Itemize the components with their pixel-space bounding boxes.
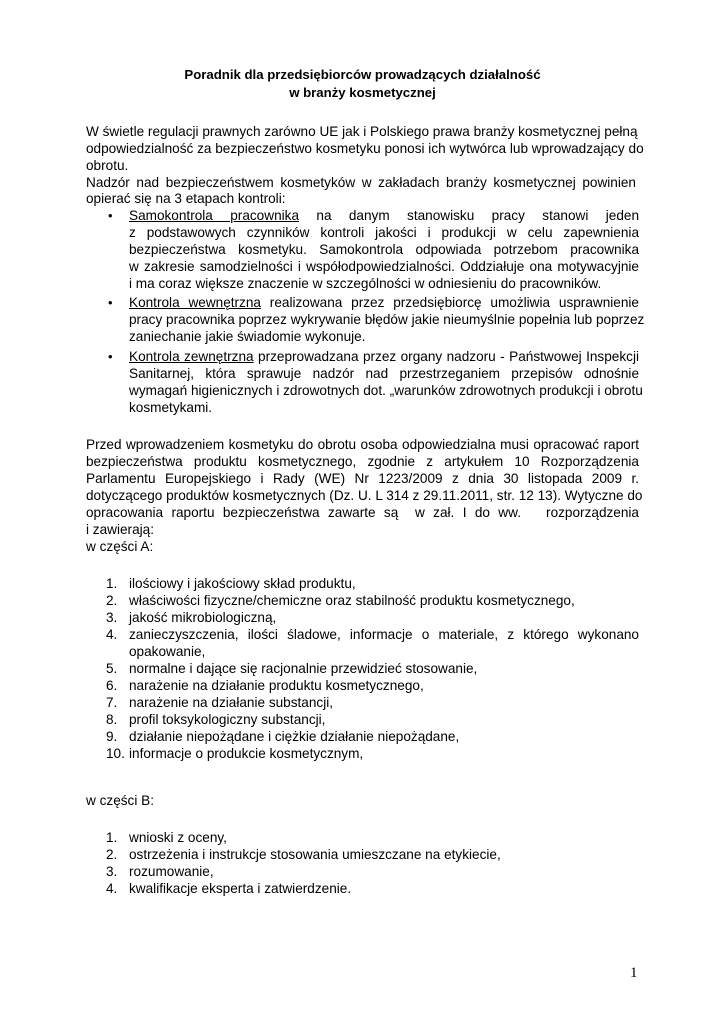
p3-line-5: opracowania raportu bezpieczeństwa zawarte są w zał. I do ww. rozporządzenia — [86, 505, 639, 520]
list-b-item-1: wnioski z oceny, — [129, 830, 227, 845]
list-a-number-6: 6. — [106, 678, 118, 693]
bullet-1-line-3: bezpieczeństwa kosmetyku. Samokontrola odpowiada potrzebom pracownika — [129, 242, 639, 257]
p3-line-4: dotyczącego produktów kosmetycznych (Dz. U. L 314 z 29.11.2011, str. 12 13). Wytyczne do — [86, 488, 643, 503]
list-a-number-1: 1. — [106, 576, 118, 591]
list-a-item-4: zanieczyszczenia, ilości śladowe, informacje o materiale, z którego wykonano — [129, 627, 639, 642]
intro-p2-line-1: Nadzór nad bezpieczeństwem kosmetyków w zakładach branży kosmetycznej powinien — [86, 175, 636, 190]
bullet-3-line-3: wymagań higienicznych i zdrowotnych dot. „warunków zdrowotnych produkcji i obrotu — [129, 383, 643, 398]
list-a-number-10: 10. — [106, 746, 125, 761]
bullet-3-line-1 — [129, 348, 639, 365]
list-a-item-10: informacje o produkcie kosmetycznym, — [129, 746, 364, 761]
bullet-3-first-rest: przeprowadzana przez organy nadzoru - Państwowej Inspekcji — [253, 349, 639, 364]
list-b-number-1: 1. — [106, 830, 118, 845]
document-title-line-2: w branży kosmetycznej — [289, 85, 436, 100]
list-a-number-8: 8. — [106, 712, 118, 727]
list-b-number-4: 4. — [106, 881, 118, 896]
list-a-number-9: 9. — [106, 729, 118, 744]
bullet-2-line-2: pracy pracownika poprzez wykrywanie błędów jakie nieumyślnie popełnia lub poprzez — [129, 312, 645, 327]
bullet-3-term: Kontrola zewnętrzna — [129, 349, 254, 364]
list-a-item-2: właściwości fizyczne/chemiczne oraz stabilność produktu kosmetycznego, — [129, 593, 575, 608]
bullet-1-first-rest: na danym stanowisku pracy stanowi jeden — [299, 208, 639, 223]
intro-p2-line-2: opierać się na 3 etapach kontroli: — [86, 191, 286, 206]
list-a-number-2: 2. — [106, 593, 118, 608]
bullet-2-first-rest: realizowana przez przedsiębiorcę umożliwia usprawnienie — [260, 295, 639, 310]
list-a-number-4: 4. — [106, 627, 118, 642]
part-b-label: w części B: — [86, 793, 154, 808]
p3-line-2: bezpieczeństwa produktu kosmetycznego, zgodnie z artykułem 10 Rozporządzenia — [86, 454, 639, 469]
bullet-1-term: Samokontrola pracownika — [129, 208, 300, 223]
bullet-icon: • — [108, 208, 113, 223]
bullet-1-line-5: i ma coraz większe znaczenie w szczególności w odniesieniu do pracowników. — [129, 276, 602, 291]
p3-line-6: i zawierają: — [86, 522, 154, 537]
list-a-item-9: działanie niepożądane i ciężkie działanie niepożądane, — [129, 729, 460, 744]
bullet-2-line-3: zaniechanie jakie świadomie wykonuje. — [129, 329, 366, 344]
list-a-number-3: 3. — [106, 610, 118, 625]
bullet-icon: • — [108, 349, 113, 364]
intro-p1-line-3: obrotu. — [86, 158, 129, 173]
bullet-2-term: Kontrola wewnętrzna — [129, 295, 261, 310]
p3-line-1: Przed wprowadzeniem kosmetyku do obrotu osoba odpowiedzialna musi opracować raport — [86, 437, 639, 452]
bullet-1-line-4: w zakresie samodzielności i współodpowiedzialności. Oddziałuje ona motywacyjnie — [129, 259, 639, 274]
list-b-item-4: kwalifikacje eksperta i zatwierdzenie. — [129, 881, 352, 896]
bullet-3-line-4: kosmetykami. — [129, 400, 213, 415]
list-a-number-5: 5. — [106, 661, 118, 676]
list-a-item-6: narażenie na działanie produktu kosmetycznego, — [129, 678, 424, 693]
list-b-number-2: 2. — [106, 847, 118, 862]
page-number: 1 — [630, 965, 638, 981]
intro-p1-line-2: odpowiedzialność za bezpieczeństwo kosmetyku ponosi ich wytwórca lub wprowadzający do — [86, 141, 644, 156]
list-a-number-7: 7. — [106, 695, 118, 710]
bullet-3-line-2: Sanitarnej, która sprawuje nadzór nad przestrzeganiem przepisów odnośnie — [129, 366, 639, 381]
bullet-2-line-1 — [129, 294, 639, 311]
list-a-item-4-continued: opakowanie, — [129, 644, 206, 659]
list-a-item-8: profil toksykologiczny substancji, — [129, 712, 326, 727]
list-b-number-3: 3. — [106, 864, 118, 879]
intro-p1-line-1: W świetle regulacji prawnych zarówno UE jak i Polskiego prawa branży kosmetycznej pełną — [86, 124, 638, 139]
list-a-item-1: ilościowy i jakościowy skład produktu, — [129, 576, 356, 591]
bullet-icon: • — [108, 295, 113, 310]
list-a-item-5: normalne i dające się racjonalnie przewidzieć stosowanie, — [129, 661, 478, 676]
list-b-item-2: ostrzeżenia i instrukcje stosowania umieszczane na etykiecie, — [129, 847, 501, 862]
list-a-item-3: jakość mikrobiologiczną, — [129, 610, 277, 625]
list-b-item-3: rozumowanie, — [129, 864, 214, 879]
document-title-line-1: Poradnik dla przedsiębiorców prowadzących działalność — [184, 67, 541, 82]
list-a-item-7: narażenie na działanie substancji, — [129, 695, 334, 710]
part-a-label: w części A: — [86, 539, 154, 554]
p3-line-3: Parlamentu Europejskiego i Rady (WE) Nr 1223/2009 z dnia 30 listopada 2009 r. — [86, 471, 639, 486]
bullet-1-line-1 — [129, 207, 639, 224]
bullet-1-line-2: z podstawowych czynników kontroli jakości i produkcji w celu zapewnienia — [129, 225, 639, 240]
